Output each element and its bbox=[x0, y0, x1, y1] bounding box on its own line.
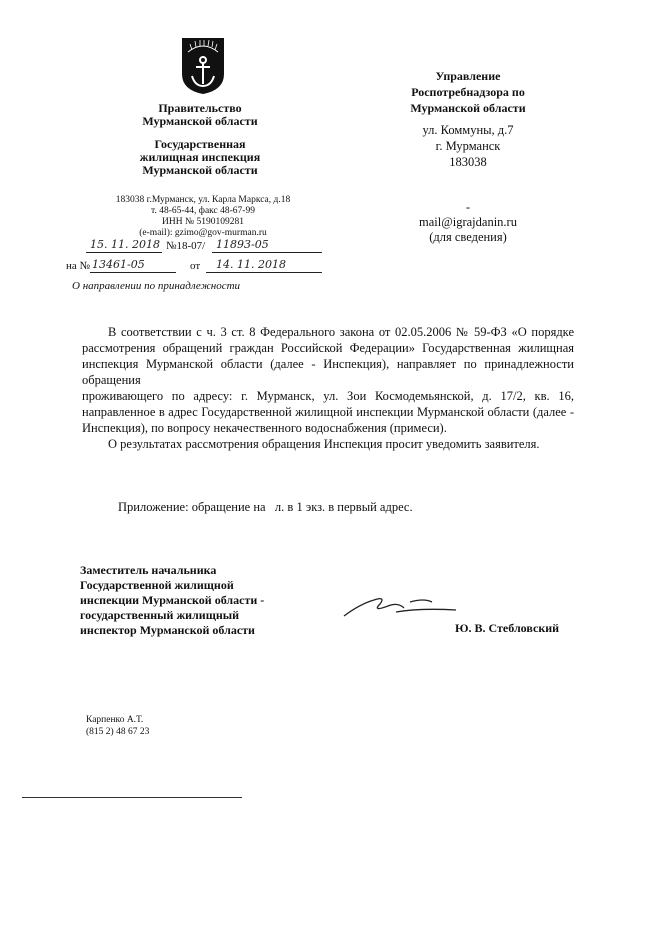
incoming-registration bbox=[66, 260, 326, 274]
letter-body bbox=[82, 324, 574, 452]
contact-phone: т. 48-65-44, факс 48-67-99 bbox=[151, 206, 255, 216]
government-line-2: Мурманской области bbox=[142, 114, 258, 128]
inspection-line-1: Государственная bbox=[154, 137, 246, 151]
contact-inn: ИНН № 5190109281 bbox=[162, 217, 244, 227]
executor-info bbox=[86, 714, 149, 738]
handwritten-signature bbox=[340, 590, 460, 620]
executor-name: Карпенко А.Т. bbox=[86, 715, 144, 725]
recipient-address bbox=[378, 122, 558, 170]
incoming-date: 14. 11. 2018 bbox=[216, 258, 286, 271]
outgoing-date: 15. 11. 2018 bbox=[90, 238, 160, 251]
signatory-title-line-5: инспектор Мурманской области bbox=[80, 623, 255, 637]
outgoing-number: 11893-05 bbox=[216, 238, 269, 251]
recipient-line-1: Управление bbox=[435, 69, 501, 83]
recipient-city: г. Мурманск bbox=[435, 139, 501, 153]
signatory-title-line-1: Заместитель начальника bbox=[80, 563, 217, 577]
body-paragraph-1: В соответствии с ч. 3 ст. 8 Федерального закона от 02.05.2006 № 59-ФЗ «О порядке рассмотрения обращений граждан Российской Федерации» Государственная жилищная инспекция Мурманской области (далее - Инспекция), направляет по принадлежности обращения bbox=[82, 325, 574, 387]
document-subject: О направлении по принадлежности bbox=[72, 280, 241, 292]
signatory-name: Ю. В. Стебловский bbox=[455, 621, 560, 635]
outgoing-registration bbox=[86, 240, 326, 254]
signatory-title bbox=[80, 563, 310, 638]
recipient-street: ул. Коммуны, д.7 bbox=[422, 123, 514, 137]
inspection-line-3: Мурманской области bbox=[142, 163, 258, 177]
cc-email: mail@igrajdanin.ru bbox=[419, 215, 517, 229]
on-label: на № bbox=[66, 260, 91, 272]
incoming-number: 13461-05 bbox=[92, 258, 145, 271]
recipient-name bbox=[378, 68, 558, 116]
signatory-title-line-4: государственный жилищный bbox=[80, 608, 240, 622]
executor-phone: (815 2) 48 67 23 bbox=[86, 727, 150, 737]
sender-header bbox=[100, 102, 300, 177]
inspection-line-2: жилищная инспекция bbox=[139, 150, 261, 164]
attachment-note: Приложение: обращение на л. в 1 экз. в первый адрес. bbox=[118, 500, 413, 514]
cc-note: (для сведения) bbox=[429, 230, 507, 244]
signatory-title-line-2: Государственной жилищной bbox=[80, 578, 234, 592]
recipient-line-2: Роспотребнадзора по bbox=[411, 85, 525, 99]
sender-contacts bbox=[103, 195, 303, 239]
coat-of-arms-emblem bbox=[180, 36, 226, 96]
body-paragraph-1-continued: проживающего по адресу: г. Мурманск, ул. Зои Космодемьянской, д. 17/2, кв. 16, направленное в адрес Государственной жилищной инспекции Мурманской области (далее - Инспекция), по вопросу некачественного водоснабжения (примеси). bbox=[82, 389, 574, 435]
body-paragraph-2: О результатах рассмотрения обращения Инспекция просит уведомить заявителя. bbox=[108, 437, 540, 451]
signatory-title-line-3: инспекции Мурманской области - bbox=[80, 593, 265, 607]
from-label: от bbox=[190, 260, 201, 272]
bottom-divider bbox=[22, 797, 242, 798]
contact-address: 183038 г.Мурманск, ул. Карла Маркса, д.18 bbox=[115, 195, 291, 205]
recipient-line-3: Мурманской области bbox=[410, 101, 526, 115]
recipient-mark: - bbox=[465, 200, 471, 214]
recipient-postcode: 183038 bbox=[449, 155, 487, 169]
contact-email: (e-mail): gzimo@gov-murman.ru bbox=[139, 228, 267, 238]
outgoing-number-prefix: №18-07/ bbox=[166, 240, 206, 252]
government-line-1: Правительство bbox=[158, 101, 242, 115]
recipient-copy bbox=[378, 200, 558, 245]
